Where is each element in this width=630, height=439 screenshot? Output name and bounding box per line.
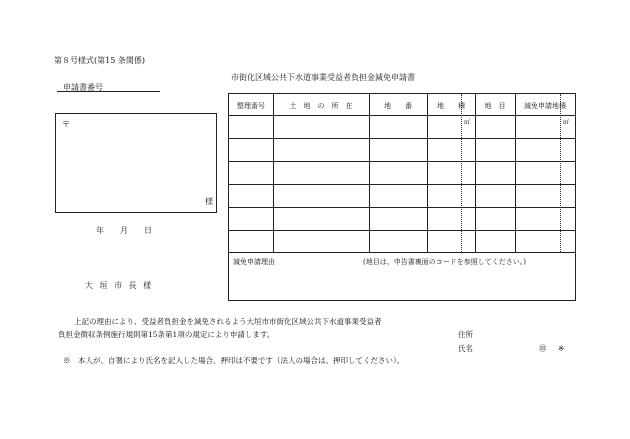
honorific: 様 (205, 197, 213, 206)
header-lot-number: 地 番 (384, 102, 412, 110)
table-rule (427, 94, 428, 252)
addressee: 大 垣 市 長 様 (85, 281, 154, 290)
table-rule (229, 115, 575, 116)
table-rule (229, 138, 575, 139)
statement-line-2: 負担金徴収条例施行規則第15条第1項の規定により申請します。 (58, 330, 275, 339)
header-exempt-area: 減免申請地積 (524, 102, 566, 110)
exempt-area-unit: ㎡ (563, 119, 570, 126)
land-table (228, 93, 576, 301)
table-rule (461, 94, 462, 252)
reason-label: 減免申請理由 (233, 258, 275, 266)
reason-note: (地目は、申告書裏面のコードを参照してください。) (363, 258, 526, 266)
application-number-label: 申請書番号 (63, 83, 103, 92)
date-month: 月 (120, 226, 128, 235)
application-number-line (57, 91, 160, 92)
header-area: 地 積 (437, 102, 465, 110)
document-title: 市街化区域公共下水道事業受益者負担金減免申請書 (231, 73, 415, 82)
date-year: 年 (96, 226, 104, 235)
table-rule (475, 94, 476, 252)
table-rule (229, 252, 575, 253)
postal-mark: 〒 (62, 120, 70, 129)
header-reg-number: 整理番号 (237, 102, 265, 110)
note-mark: ※ (558, 344, 565, 353)
form-number: 第８号様式(第15 条関係) (54, 56, 145, 65)
header-land-category: 地 目 (484, 102, 506, 110)
date-line (96, 227, 152, 235)
applicant-address-label: 住所 (458, 330, 473, 339)
table-rule (229, 161, 575, 162)
statement-line-1: 上記の理由により、受益者負担金を減免されるよう大垣市市街化区域公共下水道事業受益者 (74, 317, 382, 326)
footnote: ※ 本人が、自署により氏名を記入した場合、押印は不要です（法人の場合は、押印してください）。 (63, 356, 405, 365)
table-rule (515, 94, 516, 252)
applicant-name-label: 氏名 (458, 344, 473, 353)
seal-icon: ㊞ (539, 344, 547, 353)
area-unit: ㎡ (464, 119, 471, 126)
header-location: 土 地 の 所 在 (289, 102, 353, 110)
table-rule (229, 207, 575, 208)
table-rule (229, 184, 575, 185)
date-day: 日 (144, 226, 152, 235)
table-rule (369, 94, 370, 252)
table-rule (560, 94, 561, 252)
address-box (55, 113, 217, 213)
table-rule (229, 230, 575, 231)
table-rule (273, 94, 274, 252)
